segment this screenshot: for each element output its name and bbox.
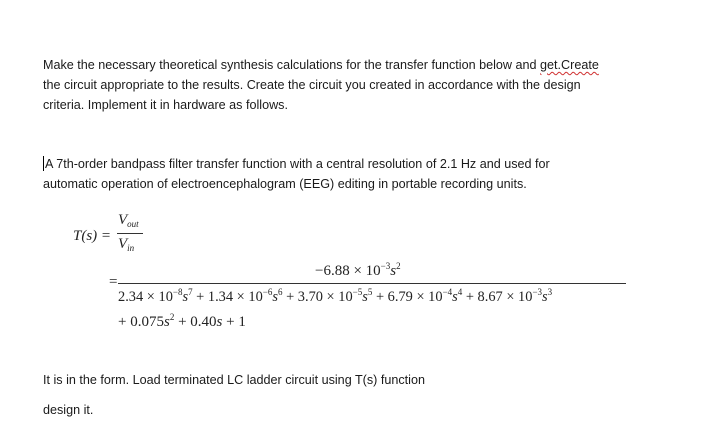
ratio-fraction-bar xyxy=(117,233,143,234)
intro-paragraph-line-3: criteria. Implement it in hardware as follows. xyxy=(43,98,288,112)
description-line-2: automatic operation of electroencephalogram (EEG) editing in portable recording units. xyxy=(43,177,527,191)
equals-sign: = xyxy=(109,274,118,290)
spelling-flagged-word[interactable]: get.Create xyxy=(540,58,599,72)
intro-text: Make the necessary theoretical synthesis calculations for the transfer function below and xyxy=(43,58,537,72)
intro-paragraph-line-2: the circuit appropriate to the results. Create the circuit you created in accordance with the design xyxy=(43,78,581,92)
vout-symbol: $V_{out}$ xyxy=(118,212,139,229)
description-text: A 7th-order bandpass filter transfer function with a central resolution of 2.1 Hz and used for xyxy=(45,157,550,171)
outro-line-2: design it. xyxy=(43,403,94,417)
denominator-line-1: $2.34 \times 10^{-8}s^7 + 1.34 \times 10^{-6}s^6 + 3.70 \times 10^{-5}s^5 + 6.79 \times 10^{-4}s^4 + 8.67 \times 10^{-3}s^3$ xyxy=(118,287,553,305)
outro-line-1: It is in the form. Load terminated LC ladder circuit using T(s) function xyxy=(43,373,425,387)
text-cursor xyxy=(43,156,44,171)
intro-paragraph-line-1 xyxy=(43,55,683,75)
equation-lhs: T(s) = xyxy=(73,228,112,244)
numerator: $-6.88 \times 10^{-3}s^2$ xyxy=(315,261,401,279)
main-fraction-bar xyxy=(118,283,626,284)
denominator-line-2: + $0.075s^2 + 0.40s + 1$ xyxy=(118,312,246,330)
description-line-1 xyxy=(43,154,683,174)
vin-symbol: $V_{in}$ xyxy=(118,236,135,253)
